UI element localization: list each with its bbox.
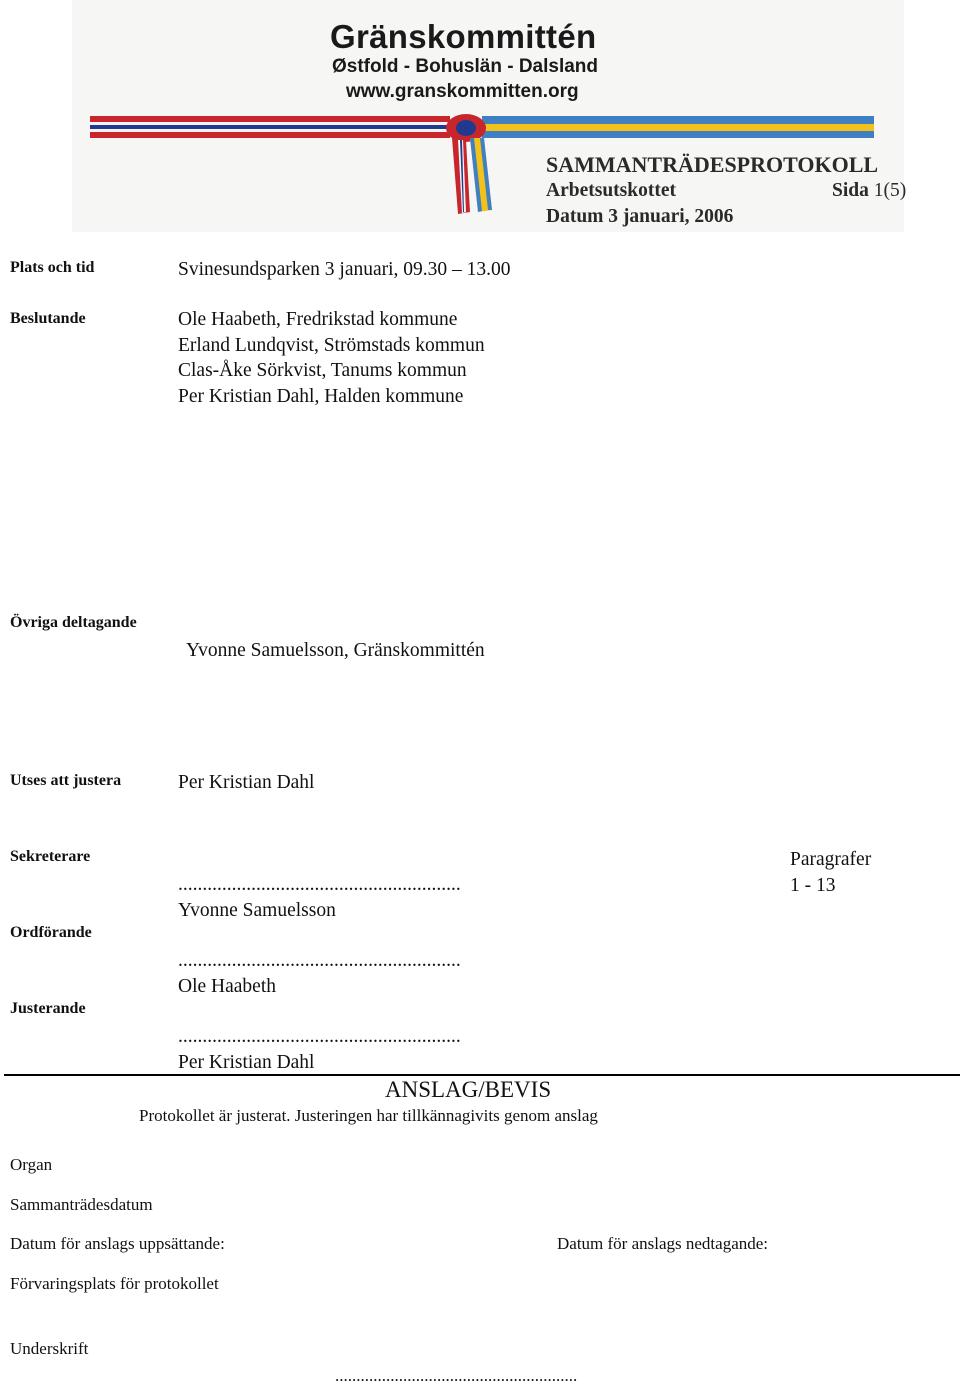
document-type: SAMMANTRÄDESPROTOKOLL: [546, 152, 879, 177]
section-divider: [4, 1074, 960, 1076]
deciding-label: Beslutande: [10, 310, 86, 327]
others-label: Övriga deltagande: [10, 614, 137, 631]
deciding-members: [178, 307, 485, 409]
adjuster-value: Per Kristian Dahl: [178, 772, 315, 793]
secretary-signature: [178, 872, 461, 923]
ribbon-red-band-2: [90, 132, 450, 138]
member-3: Clas-Åke Sörkvist, Tanums kommun: [178, 360, 467, 381]
storage-label: Förvaringsplats för protokollet: [10, 1274, 219, 1293]
committee-row: [546, 178, 916, 204]
paragraphs-label: Paragrafer: [790, 849, 872, 870]
meeting-date-label: Sammanträdesdatum: [10, 1195, 153, 1214]
paragraphs-block: [790, 847, 871, 898]
removed-date-label: Datum för anslags nedtagande:: [557, 1234, 769, 1253]
committee-name: Arbetsutskottet: [546, 180, 676, 201]
chair-name: Ole Haabeth: [178, 975, 276, 997]
adjusting-name: Per Kristian Dahl: [178, 1051, 315, 1073]
adjuster-label: Utses att justera: [10, 772, 122, 789]
anslag-title: ANSLAG/BEVIS: [385, 1077, 552, 1102]
ribbon-blue-band: [90, 125, 450, 129]
page-indicator: [832, 178, 906, 204]
page-label: Sida: [832, 180, 869, 201]
place-value: Svinesundsparken 3 januari, 09.30 – 13.00: [178, 259, 511, 280]
logo-title: Gränskommittén: [330, 18, 597, 55]
place-label: Plats och tid: [10, 259, 95, 276]
page-value: 1(5): [873, 180, 907, 201]
chair-label: Ordförande: [10, 924, 92, 941]
signature-line: ..........................................................: [178, 874, 461, 895]
secretary-name: Yvonne Samuelsson: [178, 899, 336, 921]
secretary-label: Sekreterare: [10, 848, 91, 865]
chair-signature: [178, 948, 461, 999]
signature-line: ..........................................................: [178, 950, 461, 971]
anslag-statement: Protokollet är justerat. Justeringen har tillkännagivits genom anslag: [139, 1106, 598, 1125]
adjusting-label: Justerande: [10, 1000, 86, 1017]
ribbon-yellow-band: [482, 124, 874, 131]
ribbon-white-band: [90, 122, 450, 125]
signature-dots: .........................................................: [335, 1366, 578, 1385]
logo-url: www.granskommitten.org: [346, 81, 579, 102]
member-2: Erland Lundqvist, Strömstads kommun: [178, 334, 485, 356]
others-value: Yvonne Samuelsson, Gränskommittén: [186, 640, 485, 661]
member-1: Ole Haabeth, Fredrikstad kommune: [178, 309, 458, 330]
posted-date-label: Datum för anslags uppsättande:: [10, 1234, 225, 1253]
ribbon-sky-band-2: [482, 131, 874, 138]
ribbon-red-band: [90, 116, 450, 122]
organ-label: Organ: [10, 1155, 53, 1174]
member-4: Per Kristian Dahl, Halden kommune: [178, 385, 464, 407]
adjusting-signature: [178, 1024, 461, 1075]
signature-line: ..........................................................: [178, 1026, 461, 1047]
meeting-date: Datum 3 januari, 2006: [546, 206, 734, 227]
paragraphs-value: 1 - 13: [790, 874, 836, 896]
ribbon-sky-band: [482, 116, 874, 124]
signature-label: Underskrift: [10, 1339, 89, 1358]
ribbon-white-band-2: [90, 129, 450, 132]
document-header: [546, 152, 916, 230]
logo-regions: Østfold - Bohuslän - Dalsland: [332, 56, 599, 77]
